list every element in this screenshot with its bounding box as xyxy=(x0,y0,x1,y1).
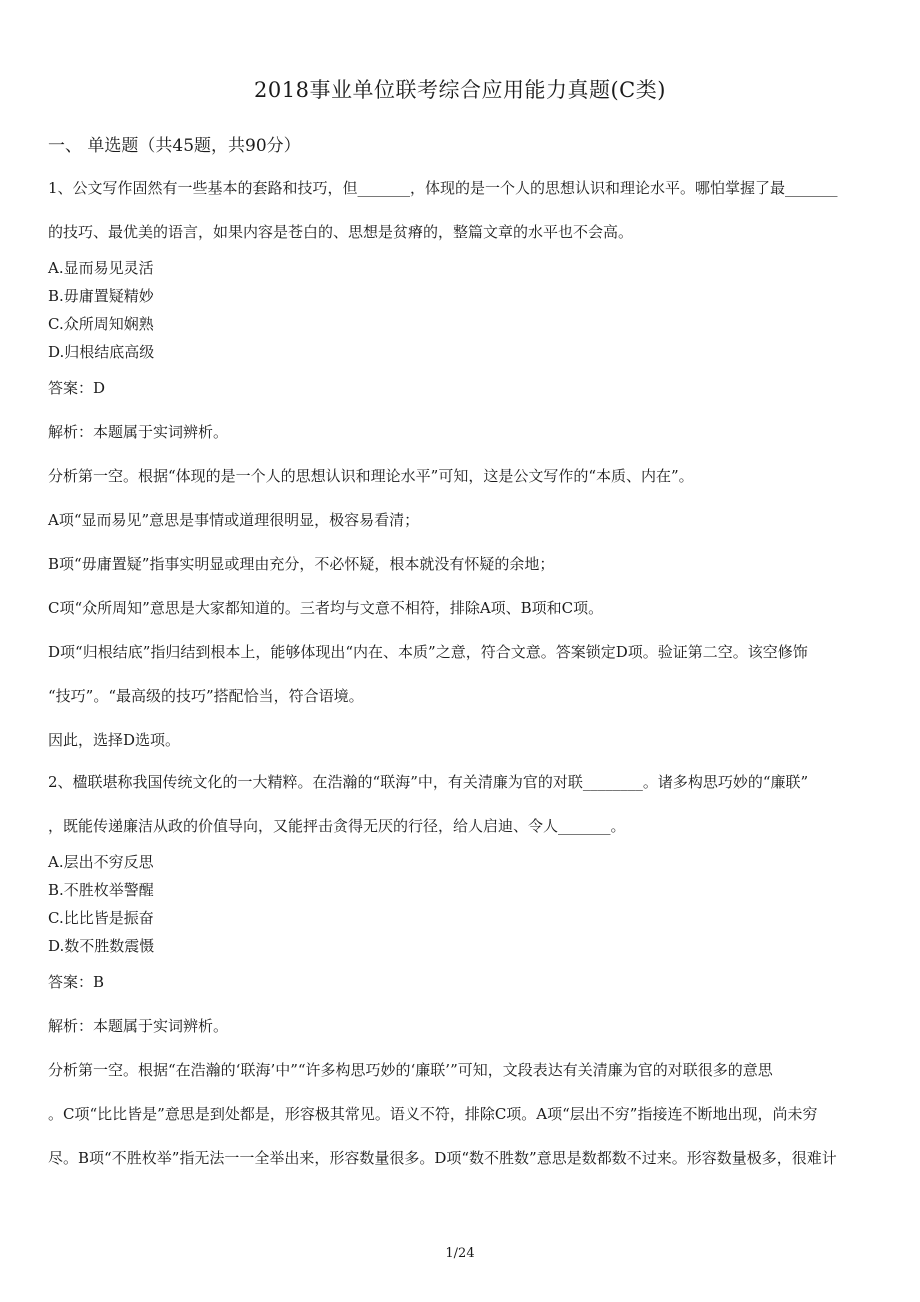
question-1-stem-line-1: 1、公文写作固然有一些基本的套路和技巧，但_______，体现的是一个人的思想认识和理论水平。哪怕掌握了最_______ xyxy=(48,179,838,197)
question-2-analysis-line: 分析第一空。根据“在浩瀚的‘联海’中”“许多构思巧妙的‘廉联’”可知，文段表达有关清廉为官的对联很多的意思 xyxy=(48,1061,773,1079)
question-1-analysis-line: A项“显而易见”意思是事情或道理很明显，极容易看清； xyxy=(48,511,420,529)
question-1-stem-line-2: 的技巧、最优美的语言，如果内容是苍白的、思想是贫瘠的，整篇文章的水平也不会高。 xyxy=(48,223,634,241)
question-2-option-c: C.比比皆是振奋 xyxy=(48,909,154,927)
question-2-answer: 答案：B xyxy=(48,973,105,991)
question-2-option-a: A.层出不穷反思 xyxy=(48,853,154,871)
question-2-analysis-line: 尽。B项“不胜枚举”指无法一一全举出来，形容数量很多。D项“数不胜数”意思是数都数不过来。形容数量极多，很难计 xyxy=(48,1149,837,1167)
question-2-analysis-line: 解析：本题属于实词辨析。 xyxy=(48,1017,229,1035)
question-1-analysis-line: 分析第一空。根据“体现的是一个人的思想认识和理论水平”可知，这是公文写作的“本质、内在”。 xyxy=(48,467,694,485)
question-1-analysis-line: B项“毋庸置疑”指事实明显或理由充分，不必怀疑，根本就没有怀疑的余地； xyxy=(48,555,555,573)
question-1-option-d: D.归根结底高级 xyxy=(48,343,155,361)
question-1-analysis-line: C项“众所周知”意思是大家都知道的。三者均与文意不相符，排除A项、B项和C项。 xyxy=(48,599,604,617)
question-1-option-c: C.众所周知娴熟 xyxy=(48,315,154,333)
page-number: 1/24 xyxy=(445,1246,475,1261)
question-1-answer: 答案：D xyxy=(48,379,106,397)
section-heading: 一、 单选题（共45题，共90分） xyxy=(48,136,301,156)
question-1-option-a: A.显而易见灵活 xyxy=(48,259,154,277)
document-title: 2018事业单位联考综合应用能力真题(C类) xyxy=(254,78,666,102)
question-1-analysis-line: 解析：本题属于实词辨析。 xyxy=(48,423,229,441)
question-1-analysis-line: 因此，选择D选项。 xyxy=(48,731,181,749)
question-2-analysis-line: 。C项“比比皆是”意思是到处都是，形容极其常见。语义不符，排除C项。A项“层出不穷”指接连不断地出现，尚未穷 xyxy=(48,1105,818,1123)
question-1-analysis-line: “技巧”。“最高级的技巧”搭配恰当，符合语境。 xyxy=(48,687,364,705)
question-2-stem-line-1: 2、楹联堪称我国传统文化的一大精粹。在浩瀚的“联海”中，有关清廉为官的对联________。诸多构思巧妙的“廉联” xyxy=(48,773,809,791)
question-1-analysis-line: D项“归根结底”指归结到根本上，能够体现出“内在、本质”之意，符合文意。答案锁定D项。验证第二空。该空修饰 xyxy=(48,643,808,661)
question-2-option-d: D.数不胜数震慑 xyxy=(48,937,155,955)
question-2-option-b: B.不胜枚举警醒 xyxy=(48,881,154,899)
question-1-option-b: B.毋庸置疑精妙 xyxy=(48,287,154,305)
question-2-stem-line-2: ，既能传递廉洁从政的价值导向，又能抨击贪得无厌的行径，给人启迪、令人_______。 xyxy=(48,817,626,835)
